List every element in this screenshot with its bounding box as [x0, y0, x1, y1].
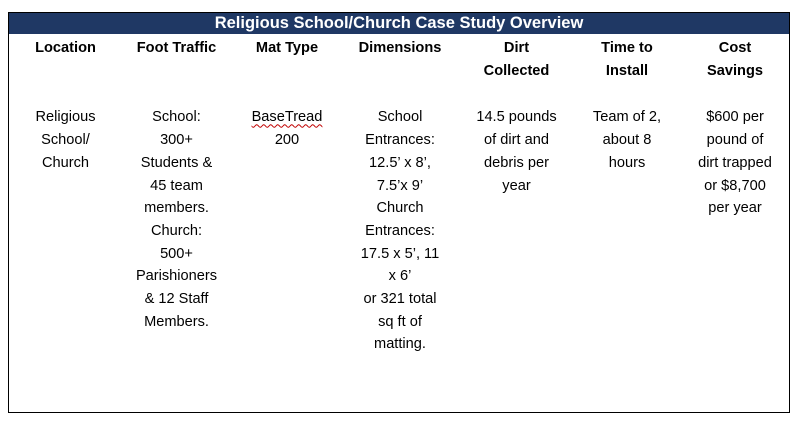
cell-foot-traffic: School: 300+ Students & 45 team members. Church: 500+ Parishioners & 12 Staff Members.	[135, 109, 218, 330]
cell-dimensions: School Entrances: 12.5’ x 8’, 7.5’x 9’ Church Entrances: 17.5 x 5’, 11 x 6’ or 321 total sq ft of matting.	[360, 109, 440, 353]
header-cost-savings: Cost Savings	[707, 40, 763, 79]
case-study-table	[8, 12, 790, 413]
header-mat-type: Mat Type	[255, 40, 319, 56]
cell-dirt-collected: 14.5 pounds of dirt and debris per year	[476, 109, 557, 194]
header-location: Location	[35, 40, 96, 56]
column-dimensions	[345, 37, 455, 356]
column-cost-savings	[684, 37, 786, 220]
spellcheck-word: BaseTread	[251, 109, 323, 126]
cell-location: Religious School/ Church	[35, 109, 96, 171]
cell-cost-savings: $600 per pound of dirt trapped or $8,700 per year	[698, 109, 772, 217]
header-dirt-collected: Dirt Collected	[483, 40, 550, 79]
header-dimensions: Dimensions	[358, 40, 442, 56]
table-title: Religious School/Church Case Study Overview	[9, 13, 789, 34]
column-time-to-install	[581, 37, 673, 175]
column-foot-traffic	[124, 37, 229, 333]
cell-time-to-install: Team of 2, about 8 hours	[592, 109, 662, 171]
column-mat-type	[237, 37, 337, 152]
column-dirt-collected	[464, 37, 569, 197]
column-location	[14, 37, 117, 175]
cell-mat-type: BaseTread 200	[251, 109, 323, 149]
header-foot-traffic: Foot Traffic	[136, 40, 217, 56]
header-time-to-install: Time to Install	[601, 40, 653, 79]
